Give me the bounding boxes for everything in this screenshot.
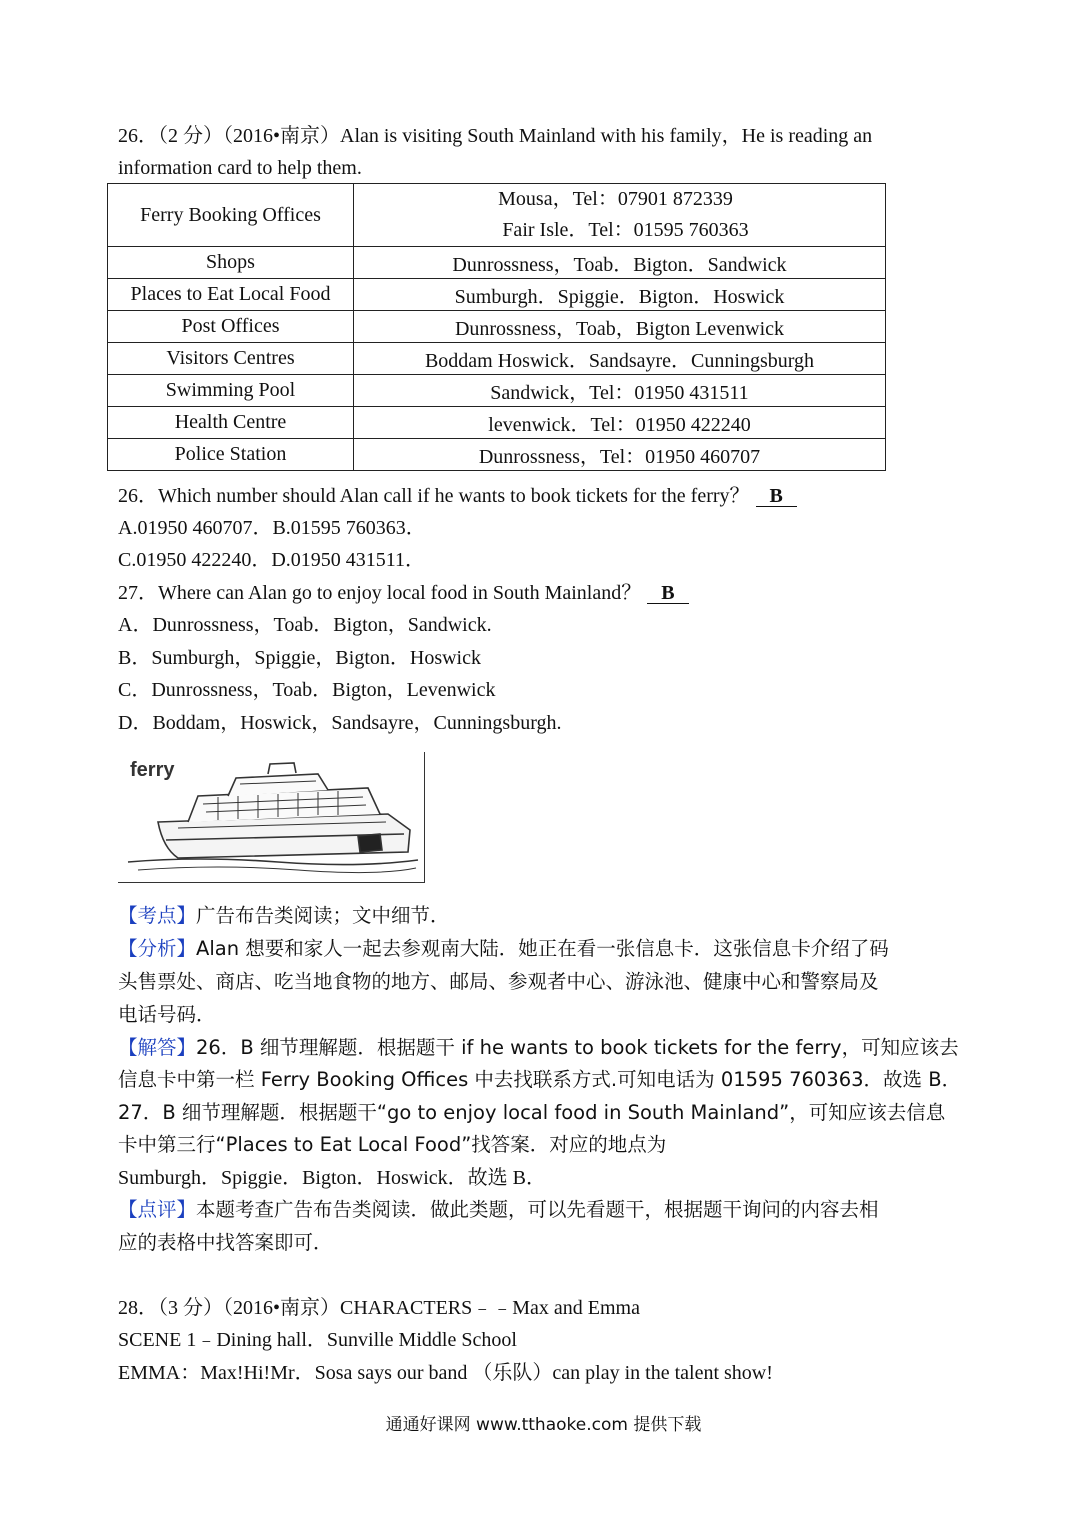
dianping-tag: 【点评】 [118,1198,197,1221]
jieda-line2: 信息卡中第一栏 Ferry Booking Offices 中去找联系方式.可知电话为 01595 760363．故选 B． [118,1068,962,1091]
fenxi-tag: 【分析】 [118,937,197,960]
dianping-line2: 应的表格中找答案即可． [118,1231,333,1254]
q26-intro-line2: information card to help them. [118,157,362,179]
q27-option-b: B．Sumburgh，Spiggie，Bigton．Hoswick [118,647,481,669]
ferry-office-mousa: Mousa，Tel：07901 872339 [498,188,733,210]
q26-intro-line1: 26．（2 分）（2016•南京）Alan is visiting South Mainland with his family，He is reading an [118,125,873,147]
table-value: Dunrossness，Toab．Bigton．Sandwick [354,247,886,279]
dianping-line1 [118,1198,879,1222]
fenxi-line2: 头售票处、商店、吃当地食物的地方、邮局、参观者中心、游泳池、健康中心和警察局及 [118,970,879,993]
q28-emma-line: EMMA：Max!Hi!Mr．Sosa says our band （乐队）can play in the talent show! [118,1362,773,1384]
ferry-office-fair-isle: Fair Isle．Tel：01595 760363 [502,219,749,241]
q26-options-cd: C.01950 422240．D.01950 431511． [118,549,426,571]
table-row [108,375,886,407]
page-footer: 通通好课网 www.tthaoke.com 提供下载 [385,1415,702,1435]
q27-answer: B [647,583,688,604]
q26-question [118,484,797,508]
q27-question-text: 27．Where can Alan go to enjoy local food in South Mainland？ [118,582,642,604]
table-value: Boddam Hoswick．Sandsayre．Cunningsburgh [354,343,886,375]
q27-option-d: D．Boddam，Hoswick，Sandsayre，Cunningsburgh. [118,712,562,734]
q27-option-a: A．Dunrossness，Toab．Bigton，Sandwick. [118,614,492,636]
table-key: Health Centre [108,407,354,439]
ferry-icon [118,752,424,882]
jieda-tag: 【解答】 [118,1036,197,1059]
jieda-line1 [118,1036,959,1060]
fenxi-line1 [118,937,889,961]
fenxi-line3: 电话号码． [118,1003,216,1026]
table-value: Sandwick，Tel：01950 431511 [354,375,886,407]
table-key: Places to Eat Local Food [108,279,354,311]
table-key-ferry: Ferry Booking Offices [108,184,354,247]
table-row [108,311,886,343]
table-value-ferry [354,184,886,247]
q28-header: 28．（3 分）（2016•南京）CHARACTERS﹣﹣Max and Emma [118,1297,640,1319]
kaodian-tag: 【考点】 [118,904,197,927]
table-row [108,279,886,311]
table-value: Dunrossness，Tel：01950 460707 [354,439,886,471]
q28-scene: SCENE 1﹣Dining hall．Sunville Middle School [118,1329,517,1351]
table-key: Shops [108,247,354,279]
table-row [108,343,886,375]
ferry-caption: ferry [130,759,175,781]
table-key: Visitors Centres [108,343,354,375]
jieda-line5: Sumburgh．Spiggie．Bigton．Hoswick．故选 B． [118,1167,546,1189]
table-value: Dunrossness，Toab，Bigton Levenwick [354,311,886,343]
table-value: Sumburgh．Spiggie．Bigton．Hoswick [354,279,886,311]
kaodian-text: 广告布告类阅读；文中细节． [196,904,450,927]
table-row [108,247,886,279]
table-key: Police Station [108,439,354,471]
fenxi-text-1: Alan 想要和家人一起去参观南大陆．她正在看一张信息卡．这张信息卡介绍了码 [196,937,889,960]
table-value: levenwick．Tel：01950 422240 [354,407,886,439]
q27-option-c: C．Dunrossness，Toab．Bigton，Levenwick [118,679,496,701]
table-row [108,407,886,439]
jieda-text-1: 26．B 细节理解题．根据题干 if he wants to book tickets for the ferry，可知应该去 [196,1036,959,1059]
q26-answer: B [756,486,797,507]
dianping-text-1: 本题考查广告布告类阅读．做此类题，可以先看题干，根据题干询问的内容去相 [196,1198,879,1221]
kaodian-line [118,904,450,928]
q27-question [118,581,689,605]
table-row [108,184,886,247]
jieda-line3: 27．B 细节理解题．根据题干“go to enjoy local food in South Mainland”，可知应该去信息 [118,1101,946,1124]
q26-options-ab: A.01950 460707．B.01595 760363． [118,517,426,539]
table-key: Post Offices [108,311,354,343]
table-row [108,439,886,471]
q26-question-text: 26．Which number should Alan call if he wants to book tickets for the ferry？ [118,485,750,507]
jieda-line4: 卡中第三行“Places to Eat Local Food”找答案．对应的地点为 [118,1133,667,1156]
table-key: Swimming Pool [108,375,354,407]
ferry-illustration [118,752,425,883]
information-card-table [107,183,886,471]
